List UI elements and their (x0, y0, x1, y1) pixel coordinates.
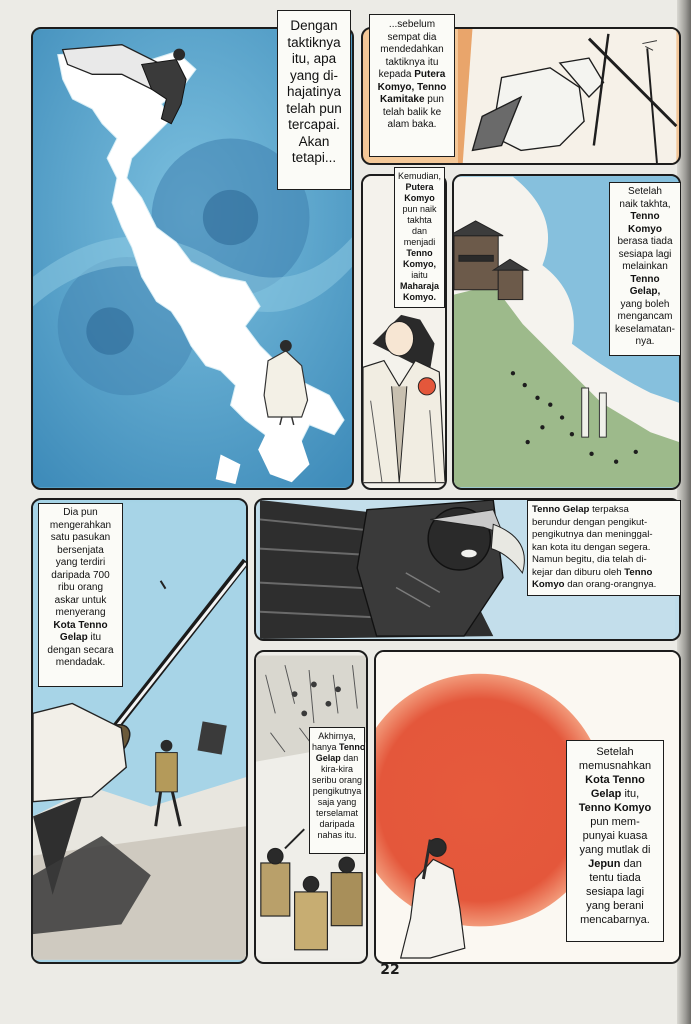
caption-bold: Tenno Gelap (532, 504, 590, 515)
caption-line: memusnahkan (578, 760, 652, 772)
caption-line: keselamatan- (614, 323, 676, 335)
caption-line: mendedahkan (380, 44, 444, 55)
caption-line: naik takhta, (619, 198, 671, 210)
caption-threat (609, 182, 681, 356)
caption-line: itu, apa (291, 51, 337, 66)
caption-bold: Komyo (532, 579, 565, 590)
caption-line: nya. (635, 336, 655, 347)
caption-intro (277, 10, 351, 190)
caption-line: dan (411, 226, 428, 236)
caption-line: itu, (624, 788, 640, 800)
caption-line: mendadak. (55, 657, 106, 668)
caption-line: Dengan (290, 18, 338, 33)
caption-bold: Putera (405, 182, 434, 192)
caption-line: sesiapa lagi (585, 886, 645, 898)
caption-line: ...sebelum (388, 19, 436, 30)
caption-line: mengerahkan (49, 519, 112, 531)
caption-line: tercapai. (288, 117, 340, 132)
caption-line: saja yang (317, 797, 357, 807)
caption-line: mencabarnya. (580, 914, 650, 926)
caption-line: taktiknya (287, 34, 341, 50)
caption-line: menyerang (55, 607, 106, 618)
caption-line: pun naik (402, 204, 437, 214)
caption-bold: Komyo, (402, 259, 436, 269)
caption-line: terpaksa (592, 504, 629, 515)
caption-bold: Komyo, Tenno (377, 81, 447, 93)
caption-line: kan kota itu dengan segera. (532, 541, 651, 553)
caption-line: berasa tiada (617, 236, 673, 247)
caption-line: telah pun (286, 100, 342, 116)
caption-line: alam baka. (387, 119, 437, 130)
caption-retreat (527, 500, 681, 596)
caption-line: telah balik ke (382, 106, 442, 118)
caption-line: daripada 700 (51, 569, 110, 581)
caption-line: berundur dengan pengikut- (532, 516, 648, 528)
caption-bold: Gelap (59, 632, 88, 643)
caption-bold: Komyo (404, 193, 435, 203)
caption-survivors (309, 727, 365, 854)
caption-line: taktiknya itu (385, 56, 439, 68)
caption-line: tetapi... (291, 150, 337, 165)
caption-line: dan (623, 858, 642, 870)
caption-line: Akhirnya, (318, 731, 356, 741)
caption-army (38, 503, 123, 687)
caption-line: dan orang-orangnya. (567, 579, 657, 590)
caption-bold: Tenno (630, 273, 660, 285)
caption-line: Namun begitu, dia telah di- (532, 554, 647, 565)
caption-bold: Kamitake (380, 94, 425, 105)
caption-bold: Kota Tenno (53, 619, 108, 631)
caption-line: Kemudian, (397, 171, 442, 181)
caption-bold: Maharaja (399, 281, 440, 291)
caption-line: sempat dia (387, 31, 437, 43)
caption-line: menjadi (403, 237, 436, 247)
caption-line: iaitu (411, 270, 428, 280)
caption-line: seribu orang (312, 775, 363, 785)
caption-line: melainkan (622, 261, 668, 272)
page-number: 22 (380, 962, 400, 978)
caption-bold: Komyo. (402, 292, 436, 302)
caption-line: kira-kira (320, 764, 353, 774)
caption-line: askar untuk (54, 594, 107, 606)
caption-line: Setelah (596, 746, 634, 758)
caption-line: pun mem- (590, 816, 640, 828)
caption-bold: Putera (414, 69, 446, 80)
caption-line: hajatinya (286, 84, 342, 99)
caption-line: kepada (378, 69, 412, 80)
caption-absolute-power (566, 740, 664, 942)
caption-bold: Kota Tenno (585, 774, 645, 786)
caption-line: pun (427, 94, 444, 105)
caption-line: mengancam (617, 311, 673, 322)
caption-line: yang berani (586, 900, 644, 912)
caption-line: terselamat (315, 808, 359, 818)
caption-before-reveal (369, 14, 455, 157)
caption-bold: Tenno (406, 248, 433, 258)
caption-bold: Tenno Komyo (578, 802, 652, 814)
caption-line: hanya (312, 742, 337, 752)
caption-line: pengikutnya (312, 786, 362, 796)
caption-bold: Gelap (590, 788, 622, 800)
caption-line: dan (343, 753, 359, 763)
caption-bold: Tenno (624, 566, 653, 578)
caption-bold: Gelap (315, 753, 341, 763)
caption-bold: Gelap, (629, 286, 661, 297)
caption-bold: Tenno (339, 742, 366, 752)
caption-line: daripada (319, 819, 355, 829)
caption-line: itu (90, 632, 102, 643)
caption-bold: Komyo (628, 223, 662, 235)
caption-line: yang terdiri (55, 557, 106, 568)
caption-line: satu pasukan (50, 532, 111, 543)
caption-line: Akan (298, 133, 330, 149)
caption-bold: Tenno (630, 211, 660, 222)
caption-line: pengikutnya dan meninggal- (532, 529, 653, 540)
caption-line: ribu orang (57, 582, 104, 593)
caption-line: tentu tiada (589, 872, 641, 884)
caption-line: Setelah (628, 186, 662, 197)
caption-line: punyai kuasa (582, 830, 648, 842)
caption-bold: Jepun (588, 858, 621, 870)
caption-line: yang boleh (620, 298, 670, 310)
caption-line: kejar dan diburu oleh (532, 566, 622, 578)
caption-becomes-emperor (394, 167, 445, 308)
caption-line: Dia pun (63, 507, 98, 518)
caption-line: sesiapa lagi (618, 248, 672, 260)
caption-line: dengan secara (47, 644, 114, 656)
caption-line: nahas itu. (317, 830, 357, 840)
caption-line: takhta (407, 215, 432, 225)
caption-line: yang mutlak di (579, 844, 651, 856)
caption-line: yang di- (289, 67, 339, 83)
caption-line: bersenjata (57, 544, 104, 556)
